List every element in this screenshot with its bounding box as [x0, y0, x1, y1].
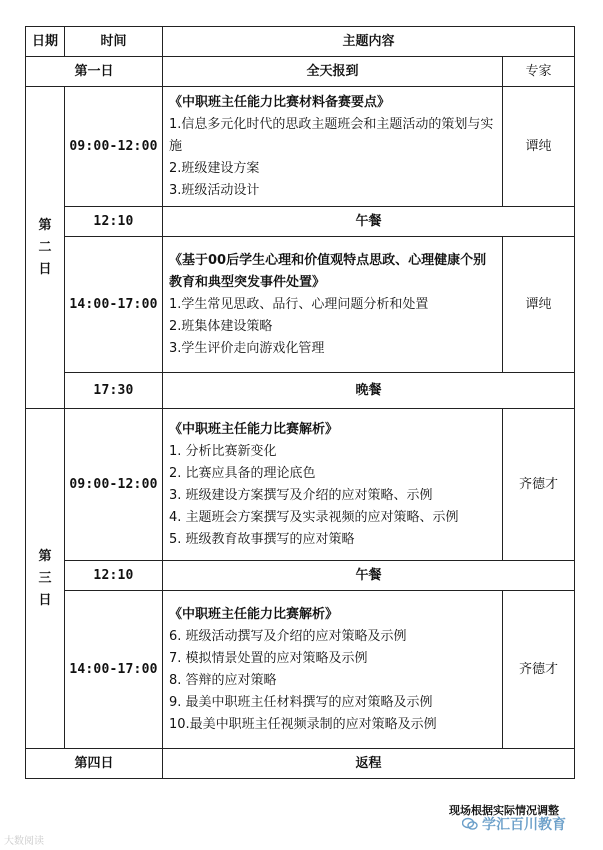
meal-label: 晚餐 — [163, 373, 575, 409]
session-item: 1. 分析比赛新变化 — [169, 443, 277, 459]
session-item: 10.最美中职班主任视频录制的应对策略及示例 — [169, 716, 437, 732]
day3-morning-row — [26, 409, 575, 561]
day1-activity: 全天报到 — [163, 57, 503, 87]
session-item: 4. 主题班会方案撰写及实录视频的应对策略、示例 — [169, 509, 459, 525]
session-time: 09:00-12:00 — [65, 87, 163, 207]
session-item: 2.班集体建设策略 — [169, 318, 273, 334]
session-item: 6. 班级活动撰写及介绍的应对策略及示例 — [169, 628, 407, 644]
day2-label — [26, 87, 65, 409]
session-item: 5. 班级教育故事撰写的应对策略 — [169, 531, 355, 547]
meal-time: 17:30 — [65, 373, 163, 409]
day2-dinner-row — [26, 373, 575, 409]
day3-label — [26, 409, 65, 749]
session-expert: 谭纯 — [503, 237, 575, 373]
day2-label-char: 第 — [38, 217, 52, 233]
session-item: 1.信息多元化时代的思政主题班会和主题活动的策划与实施 — [169, 116, 494, 154]
meal-time: 12:10 — [65, 207, 163, 237]
watermark-right — [462, 814, 566, 834]
day3-label-char: 三 — [38, 570, 52, 586]
day4-row — [26, 749, 575, 779]
session-item: 3.学生评价走向游戏化管理 — [169, 340, 325, 356]
session-item: 7. 模拟情景处置的应对策略及示例 — [169, 650, 368, 666]
session-title: 《基于00后学生心理和价值观特点思政、心理健康个别教育和典型突发事件处置》 — [169, 252, 487, 290]
session-item: 2. 比赛应具备的理论底色 — [169, 465, 316, 481]
session-content — [163, 591, 503, 749]
session-item: 2.班级建设方案 — [169, 160, 260, 176]
session-content — [163, 237, 503, 373]
session-expert: 谭纯 — [503, 87, 575, 207]
session-item: 3.班级活动设计 — [169, 182, 260, 198]
day1-row — [26, 57, 575, 87]
session-time: 09:00-12:00 — [65, 409, 163, 561]
day2-label-char: 日 — [38, 261, 52, 277]
day2-lunch-row — [26, 207, 575, 237]
header-row — [26, 27, 575, 57]
meal-time: 12:10 — [65, 561, 163, 591]
day2-morning-row — [26, 87, 575, 207]
session-title: 《中职班主任能力比赛解析》 — [169, 421, 339, 437]
session-item: 9. 最美中职班主任材料撰写的应对策略及示例 — [169, 694, 433, 710]
session-item: 3. 班级建设方案撰写及介绍的应对策略、示例 — [169, 487, 433, 503]
session-title: 《中职班主任能力比赛材料备赛要点》 — [169, 94, 391, 110]
day2-afternoon-row — [26, 237, 575, 373]
meal-label: 午餐 — [163, 207, 575, 237]
watermark-right-text: 学汇百川教育 — [482, 817, 566, 833]
watermark-left: 大数阅读 — [4, 836, 44, 847]
session-time: 14:00-17:00 — [65, 591, 163, 749]
schedule-table — [25, 26, 575, 779]
session-expert: 齐德才 — [503, 591, 575, 749]
meal-label: 午餐 — [163, 561, 575, 591]
footnote: 现场根据实际情况调整 — [449, 804, 559, 817]
header-time: 时间 — [65, 27, 163, 57]
header-topic: 主题内容 — [163, 27, 575, 57]
session-time: 14:00-17:00 — [65, 237, 163, 373]
day3-lunch-row — [26, 561, 575, 591]
day3-label-char: 第 — [38, 548, 52, 564]
session-item: 1.学生常见思政、品行、心理问题分析和处置 — [169, 296, 429, 312]
day1-label: 第一日 — [26, 57, 163, 87]
header-date: 日期 — [26, 27, 65, 57]
wechat-icon — [462, 817, 478, 831]
session-content — [163, 409, 503, 561]
session-title: 《中职班主任能力比赛解析》 — [169, 606, 339, 622]
day2-label-char: 二 — [38, 239, 52, 255]
day4-activity: 返程 — [163, 749, 575, 779]
expert-header: 专家 — [503, 57, 575, 87]
session-content — [163, 87, 503, 207]
day3-label-char: 日 — [38, 592, 52, 608]
day4-label: 第四日 — [26, 749, 163, 779]
day3-afternoon-row — [26, 591, 575, 749]
session-expert: 齐德才 — [503, 409, 575, 561]
session-item: 8. 答辩的应对策略 — [169, 672, 277, 688]
